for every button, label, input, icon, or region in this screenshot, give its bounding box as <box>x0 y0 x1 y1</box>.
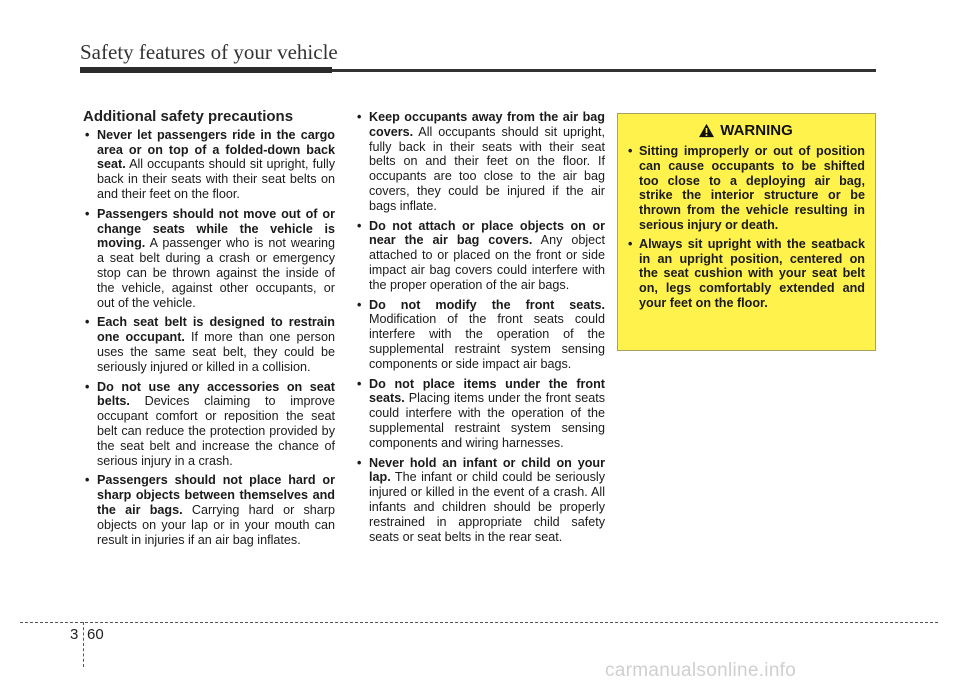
list-item-text: All occupants should sit upright, fully back in their seats with their seat belts on and their feet on the floor. If occupants are too close to the air bag covers, they could be injured if the air bags inflate. <box>369 124 605 213</box>
section-title: Additional safety precautions <box>83 108 294 125</box>
list-item <box>83 380 335 469</box>
list-item-heading: Never hold an infant or child on your lap. <box>369 455 605 485</box>
list-item <box>355 456 605 545</box>
list-item-heading: Each seat belt is designed to restrain one occupant. <box>97 315 335 345</box>
watermark: carmanualsonline.info <box>605 660 797 681</box>
list-item-text: Modification of the front seats could interfere with the operation of the supplemental restraint system sensing components or side impact air bags. <box>369 312 605 371</box>
warning-title: WARNING <box>720 122 793 139</box>
list-item-heading: Do not modify the front seats. <box>369 297 605 312</box>
list-item-heading: Passengers should not move out of or change seats while the vehicle is moving. <box>97 206 335 251</box>
list-item <box>83 207 335 311</box>
list-item-heading: Do not use any accessories on seat belts. <box>97 379 335 409</box>
page-number: 60 <box>87 626 104 643</box>
footer-divider <box>83 622 84 667</box>
list-item <box>83 473 335 547</box>
list-item-text: Devices claiming to improve occupant comfort or reposition the seat belt can reduce the protection provided by the seat belt and increase the chance of serious injury in a crash. <box>97 394 335 468</box>
warning-box <box>617 113 876 351</box>
header-rule-accent <box>80 67 332 73</box>
warning-item: • Always sit upright with the seatback in an upright position, centered on the seat cushion with your seat belt on, legs comfortably extended and your feet on the floor. <box>626 237 865 311</box>
list-item <box>355 377 605 451</box>
list-item-text: The infant or child could be seriously injured or killed in the event of a crash. All infants and children should be properly restrained in appropriate child safety seats or seat belts in the rear seat. <box>369 470 605 544</box>
list-item <box>83 128 335 202</box>
list-item-text: If more than one person uses the same seat belt, they could be seriously injured or killed in a collision. <box>97 330 335 374</box>
list-item-heading: Passengers should not place hard or sharp objects between themselves and the air bags. <box>97 473 335 517</box>
list-item <box>355 219 605 293</box>
list-item <box>355 110 605 214</box>
list-item-heading: Keep occupants away from the air bag covers. <box>369 110 605 139</box>
precautions-list-right <box>355 110 605 544</box>
list-item <box>83 315 335 374</box>
warning-item: • Sitting improperly or out of position can cause occupants to be shifted too close to a deploying air bag, strike the interior structure or be thrown from the vehicle resulting in serious injury or death. <box>626 144 865 233</box>
list-item-text: Placing items under the front seats could interfere with the operation of the supplemental restraint system sensing components and wiring harnesses. <box>369 391 605 450</box>
list-item-text: Carrying hard or sharp objects on your lap or in your mouth can result in injuries if an air bag inflates. <box>97 502 335 547</box>
warning-triangle-icon <box>698 123 715 138</box>
list-item-heading: Never let passengers ride in the cargo area or on top of a folded-down back seat. <box>97 127 335 172</box>
list-item-heading: Do not place items under the front seats. <box>369 376 605 406</box>
page-header-title: Safety features of your vehicle <box>80 40 338 64</box>
column-left <box>83 110 335 552</box>
footer-rule <box>20 622 938 623</box>
column-middle <box>355 110 605 549</box>
warning-list <box>626 144 865 311</box>
list-item-text: A passenger who is not wearing a seat belt during a crash or emergency stop can be thrown against the inside of the vehicle, against other occupants, or out of the vehicle. <box>97 236 335 310</box>
list-item <box>355 298 605 372</box>
precautions-list-left <box>83 128 335 548</box>
list-item-heading: Do not attach or place objects on or near the air bag covers. <box>369 218 605 248</box>
list-item-text: Any object attached to or placed on the front or side impact air bag covers could interfere with the proper operation of the air bags. <box>369 233 605 292</box>
warning-header <box>626 122 865 139</box>
chapter-number: 3 <box>70 626 79 643</box>
list-item-text: All occupants should sit upright, fully back in their seats with their seat belts on and their feet on the floor. <box>97 157 335 201</box>
